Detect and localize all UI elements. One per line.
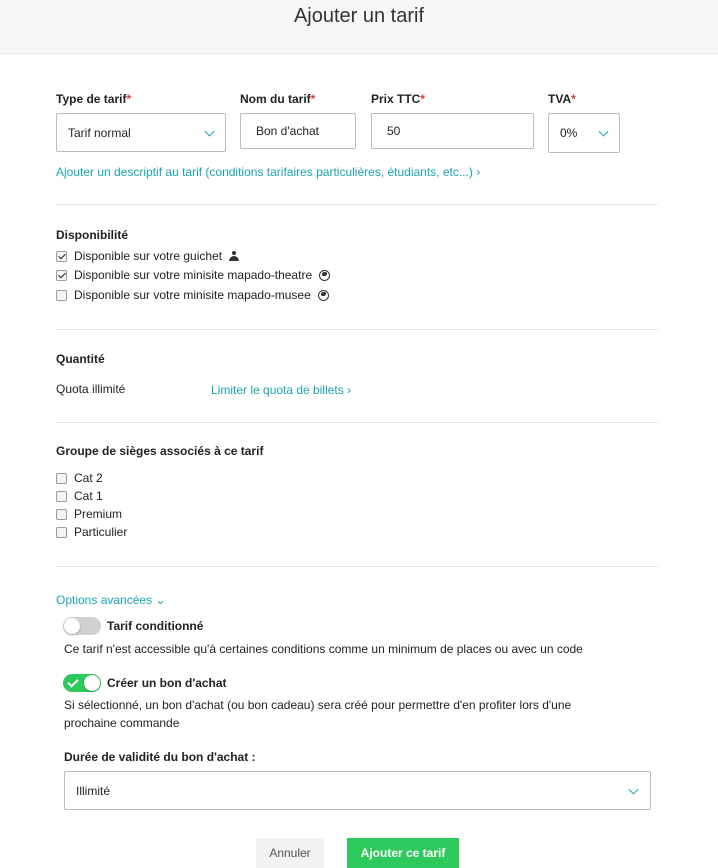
price-label: Prix TTC* [371, 92, 426, 106]
disponibilite-title: Disponibilité [56, 228, 128, 242]
required-mark: * [310, 92, 316, 106]
tva-label: TVA* [548, 92, 576, 106]
dispo-guichet-label: Disponible sur votre guichet [74, 249, 223, 263]
tva-value: 0% [560, 126, 578, 140]
add-tarif-button[interactable]: Ajouter ce tarif [347, 838, 459, 868]
limit-quota-link[interactable]: Limiter le quota de billets › [211, 383, 352, 397]
toggle-knob [64, 618, 80, 634]
modal-header [0, 0, 718, 54]
siege-particulier-row[interactable] [56, 525, 127, 539]
user-icon [229, 251, 239, 261]
siege-cat1-row[interactable] [56, 489, 103, 503]
chevron-down-icon [599, 127, 609, 137]
dispo-guichet-row[interactable] [56, 249, 239, 263]
siege-premium-label: Premium [74, 507, 123, 521]
divider [56, 204, 658, 205]
bon-achat-desc-line2: prochaine commande [64, 716, 180, 730]
quantite-title: Quantité [56, 352, 105, 366]
dispo-theatre-label: Disponible sur votre minisite mapado-theatre [74, 268, 313, 282]
siege-premium-checkbox[interactable] [56, 509, 67, 520]
tarif-name-input[interactable] [240, 113, 356, 149]
bon-achat-toggle[interactable] [63, 674, 101, 692]
sieges-title: Groupe de sièges associés à ce tarif [56, 444, 264, 458]
globe-icon [318, 290, 329, 301]
tarif-conditionne-label: Tarif conditionné [107, 619, 204, 633]
check-icon [67, 676, 78, 687]
bon-achat-desc-line1: Si sélectionné, un bon d'achat (ou bon cadeau) sera créé pour permettre d'en profiter lors d'une [64, 698, 572, 712]
bon-achat-label: Créer un bon d'achat [107, 676, 227, 690]
cancel-button[interactable]: Annuler [256, 838, 324, 868]
dispo-musee-label: Disponible sur votre minisite mapado-musee [74, 288, 311, 302]
price-input[interactable] [371, 113, 534, 149]
price-value: 50 [387, 124, 401, 138]
dispo-theatre-checkbox[interactable] [56, 270, 67, 281]
required-mark: * [420, 92, 426, 106]
siege-particulier-label: Particulier [74, 525, 128, 539]
tarif-name-value: Bon d'achat [256, 124, 320, 138]
chevron-down-icon [205, 126, 215, 136]
siege-cat2-row[interactable] [56, 471, 103, 485]
siege-cat1-checkbox[interactable] [56, 491, 67, 502]
dispo-musee-checkbox[interactable] [56, 290, 67, 301]
chevron-down-icon [629, 784, 639, 794]
dispo-guichet-checkbox[interactable] [56, 251, 67, 262]
validite-select[interactable] [64, 771, 651, 810]
siege-particulier-checkbox[interactable] [56, 527, 67, 538]
required-mark: * [571, 92, 576, 106]
toggle-knob [84, 675, 100, 691]
validite-value: Illimité [76, 783, 111, 798]
validite-label: Durée de validité du bon d'achat : [64, 750, 256, 764]
tarif-type-select[interactable] [56, 113, 226, 152]
globe-icon [319, 270, 330, 281]
tarif-type-label: Type de tarif* [56, 92, 132, 106]
siege-cat1-label: Cat 1 [74, 489, 103, 503]
siege-cat2-label: Cat 2 [74, 471, 103, 485]
page-title: Ajouter un tarif [293, 5, 425, 27]
siege-premium-row[interactable] [56, 507, 122, 521]
advanced-options-link[interactable]: Options avancées ⌄ [56, 593, 166, 607]
tarif-conditionne-desc: Ce tarif n'est accessible qu'à certaines conditions comme un minimum de places ou avec un code [64, 642, 583, 656]
required-mark: * [126, 92, 132, 106]
dispo-theatre-row[interactable] [56, 268, 330, 282]
dispo-musee-row[interactable] [56, 288, 329, 302]
add-descriptif-link[interactable]: Ajouter un descriptif au tarif (conditions tarifaires particulières, étudiants, etc...) › [56, 165, 481, 179]
tarif-conditionne-toggle[interactable] [63, 617, 101, 635]
divider [56, 422, 658, 423]
tva-select[interactable] [548, 113, 620, 153]
divider [56, 566, 658, 567]
divider [56, 329, 658, 330]
quota-value: Quota illimité [56, 382, 126, 396]
tarif-name-label: Nom du tarif* [240, 92, 316, 106]
tarif-type-value: Tarif normal [68, 125, 131, 140]
siege-cat2-checkbox[interactable] [56, 473, 67, 484]
